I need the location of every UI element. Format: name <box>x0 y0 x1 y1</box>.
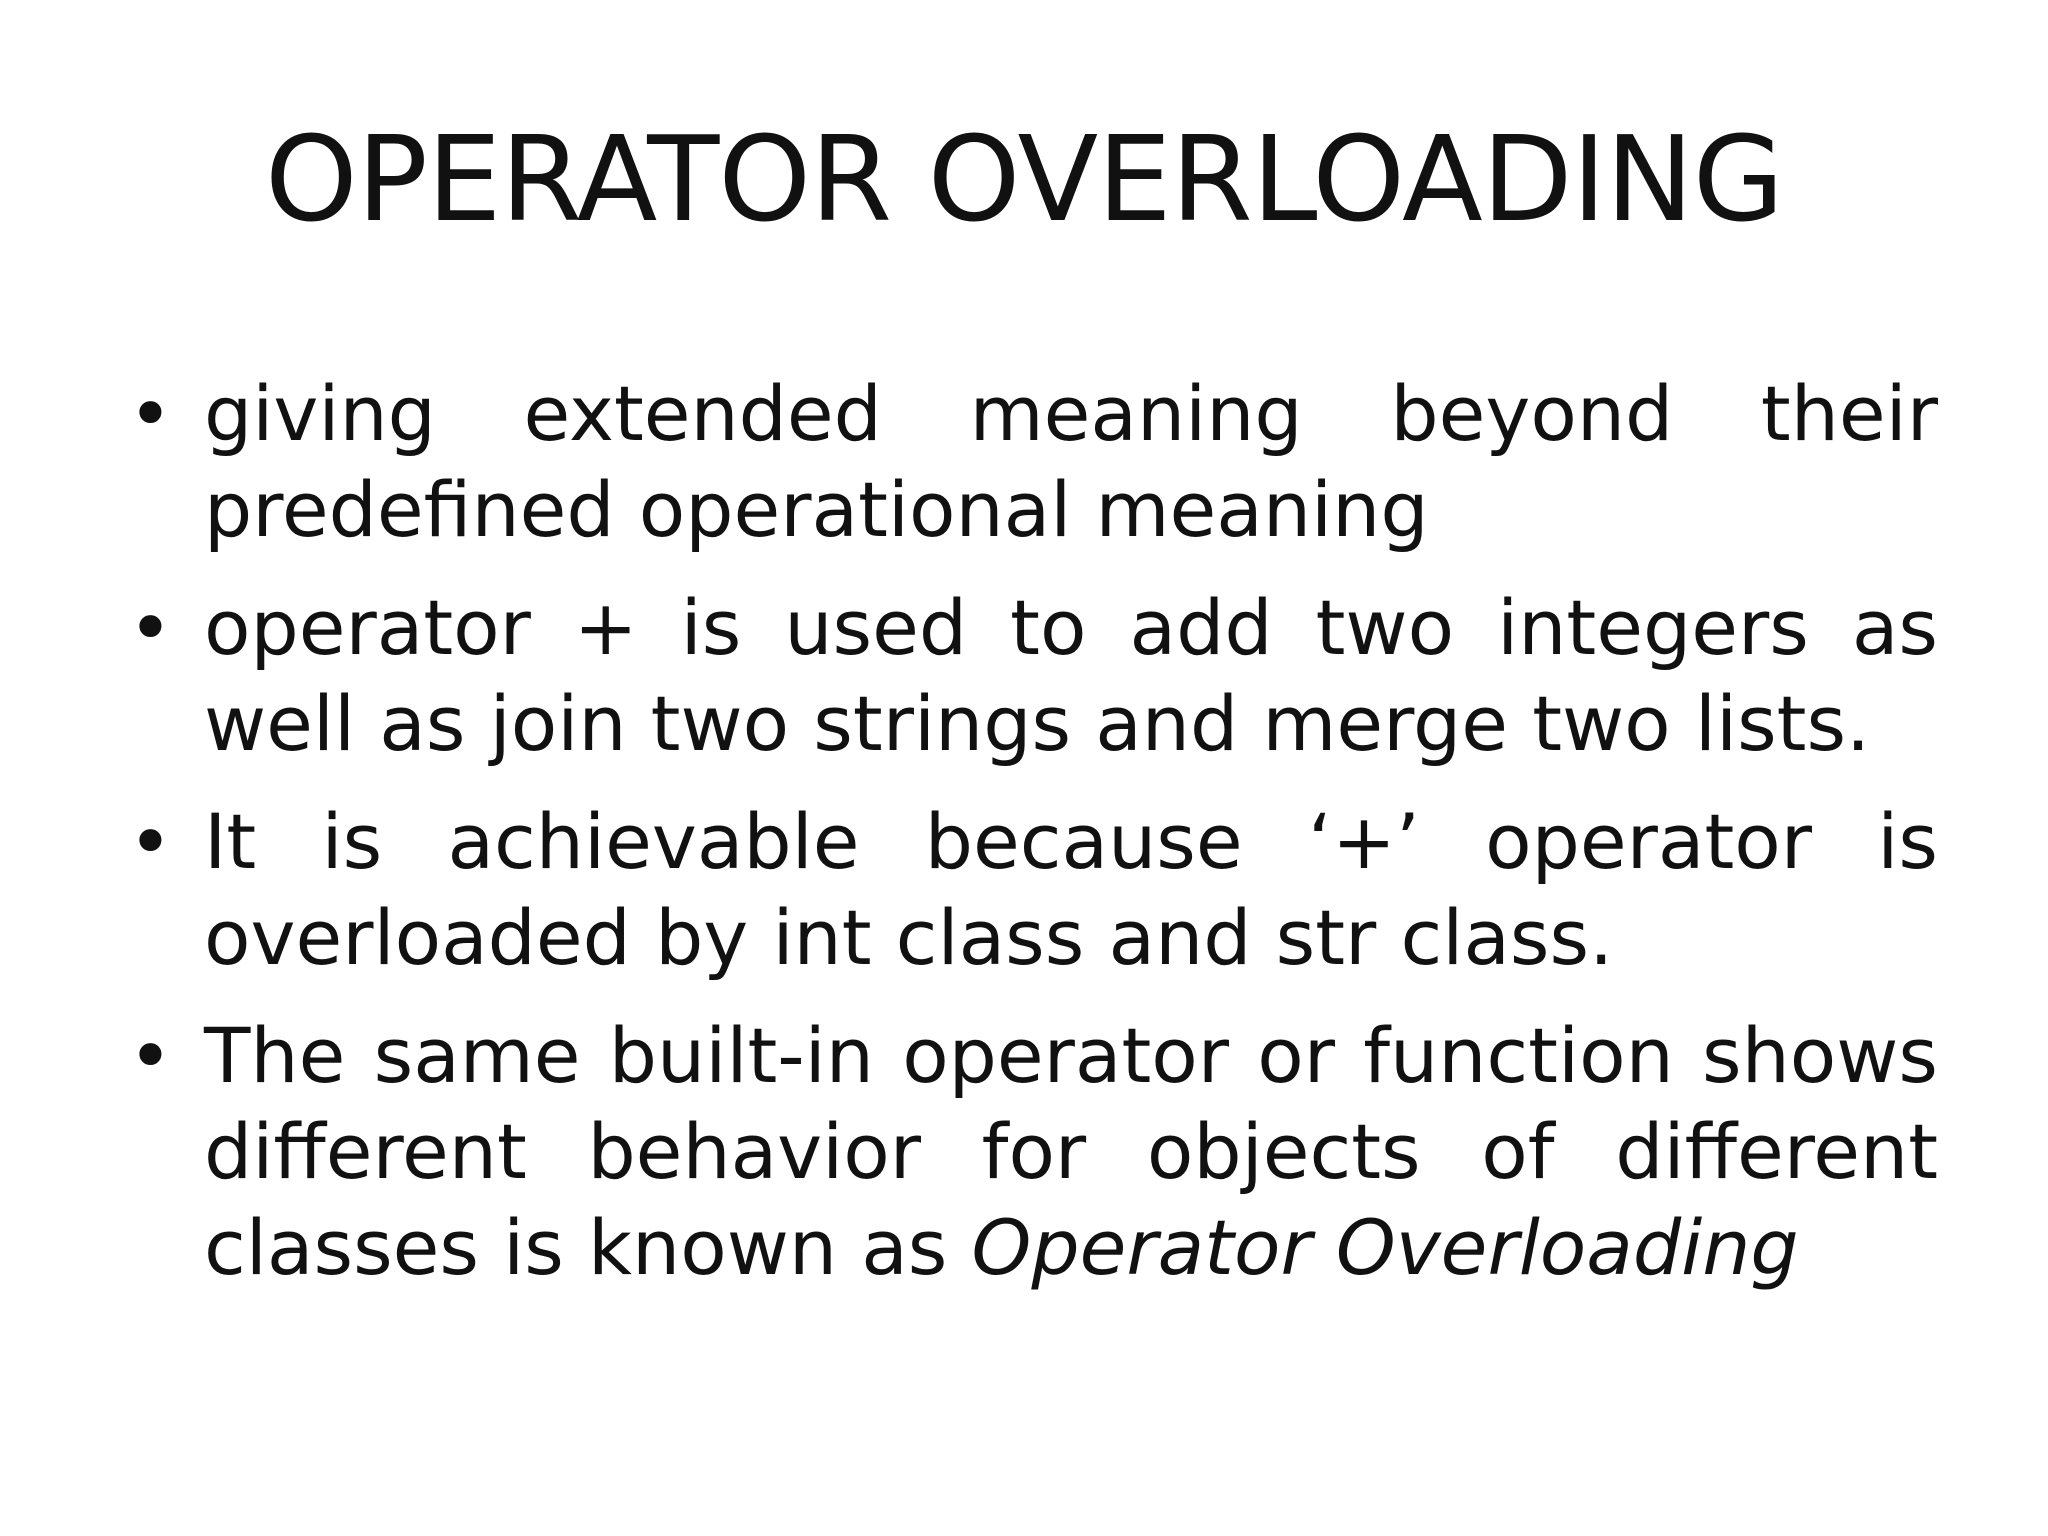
bullet-item-1 <box>118 366 1938 558</box>
emphasis-text: Operator Overloading <box>971 1203 1799 1292</box>
bullet-icon: • <box>128 583 173 672</box>
bullet-text: giving extended meaning beyond their predefined operational meaning <box>204 369 1938 554</box>
bullet-text: It is achievable because ‘+’ operator is overloaded by int class and str class. <box>204 797 1938 982</box>
bullet-icon: • <box>128 797 173 886</box>
bullet-text: The same built-in operator or function shows different behavior for objects of different classes is known as <box>204 1011 1938 1292</box>
bullet-item-2 <box>118 580 1938 772</box>
slide-title: OPERATOR OVERLOADING <box>264 110 1784 248</box>
bullet-text: operator + is used to add two integers as well as join two strings and merge two lists. <box>204 583 1938 768</box>
bullet-icon: • <box>128 369 173 458</box>
bullet-item-4 <box>118 1008 1938 1296</box>
bullet-icon: • <box>128 1011 173 1100</box>
bullet-list <box>118 366 1938 1318</box>
bullet-item-3 <box>118 794 1938 986</box>
